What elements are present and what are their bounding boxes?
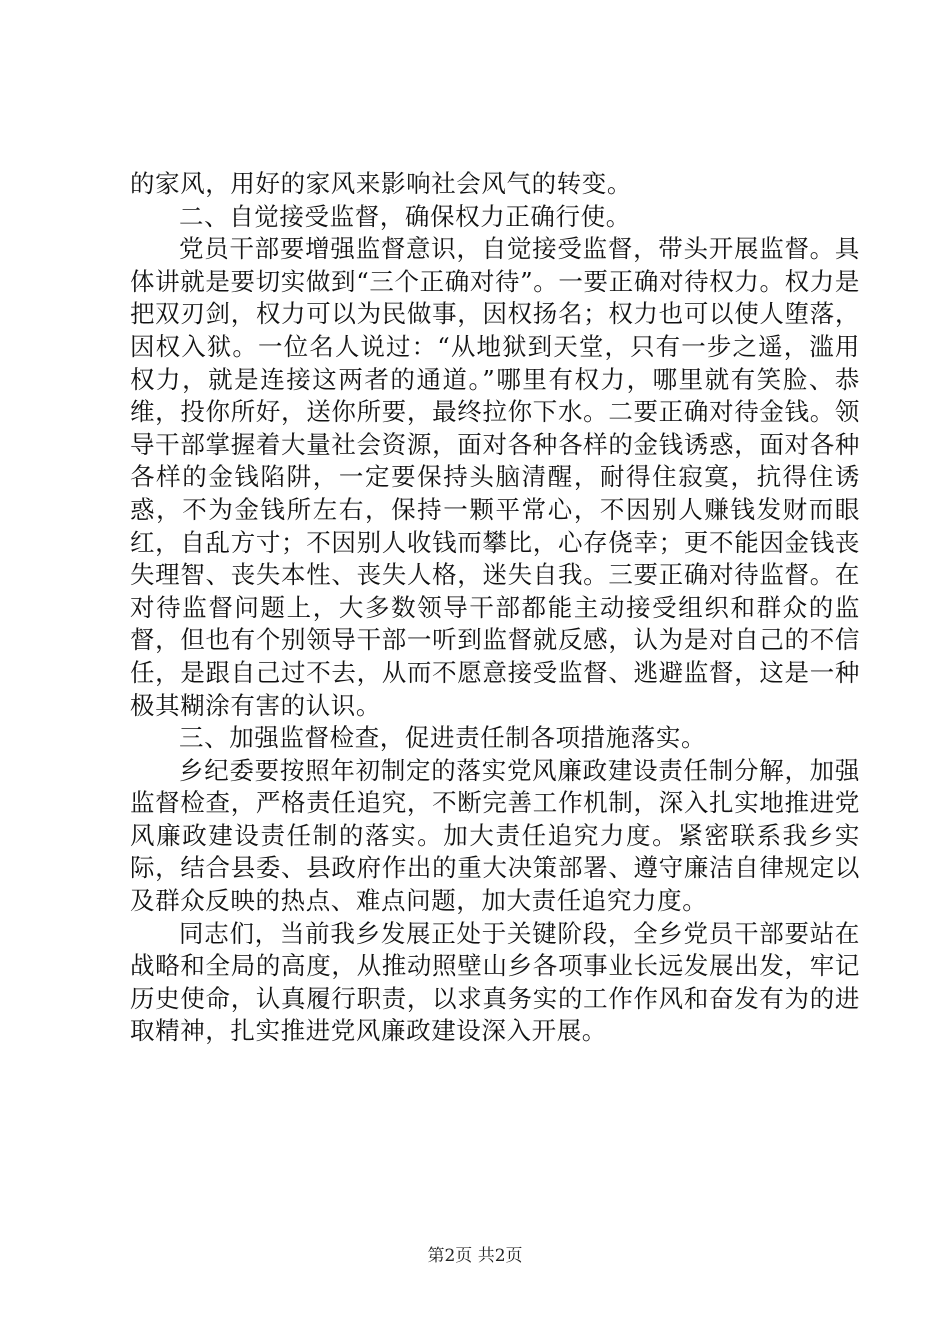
page-number: 第2页 共2页 bbox=[427, 1246, 523, 1266]
document-body bbox=[130, 168, 860, 1048]
section-heading-2: 二、自觉接受监督，确保权力正确行使。 bbox=[179, 201, 631, 231]
section-heading-3: 三、加强监督检查，促进责任制各项措施落实。 bbox=[179, 723, 707, 753]
paragraph-closing: 同志们，当前我乡发展正处于关键阶段，全乡党员干部要站在战略和全局的高度，从推动照壁山乡各项事业长远发展出发，牢记历史使命，认真履行职责，以求真务实的工作作风和奋发有为的进取精神，扎实推进党风廉政建设深入开展。 bbox=[130, 918, 860, 1046]
paragraph-supervision: 党员干部要增强监督意识，自觉接受监督，带头开展监督。具体讲就是要切实做到“三个正确对待”。一要正确对待权力。权力是把双刃剑，权力可以为民做事，因权扬名；权力也可以使人堕落，因权入狱。一位名人说过：“从地狱到天堂，只有一步之遥，滥用权力，就是连接这两者的通道。”哪里有权力，哪里就有笑脸、恭维，投你所好，送你所要，最终拉你下水。二要正确对待金钱。领导干部掌握着大量社会资源，面对各种各样的金钱诱惑，面对各种各样的金钱陷阱，一定要保持头脑清醒，耐得住寂寞，抗得住诱惑，不为金钱所左右，保持一颗平常心，不因别人赚钱发财而眼红，自乱方寸；不因别人收钱而攀比，心存侥幸；更不能因金钱丧失理智、丧失本性、丧失人格，迷失自我。三要正确对待监督。在对待监督问题上，大多数领导干部都能主动接受组织和群众的监督，但也有个别领导干部一听到监督就反感，认为是对自己的不信任，是跟自己过不去，从而不愿意接受监督、逃避监督，这是一种极其糊涂有害的认识。 bbox=[130, 234, 860, 720]
paragraph-continuation: 的家风，用好的家风来影响社会风气的转变。 bbox=[130, 169, 632, 198]
paragraph-inspection: 乡纪委要按照年初制定的落实党风廉政建设责任制分解，加强监督检查，严格责任追究，不断完善工作机制，深入扎实地推进党风廉政建设责任制的落实。加大责任追究力度。紧密联系我乡实际，结合县委、县政府作出的重大决策部署、遵守廉洁自律规定以及群众反映的热点、难点问题，加大责任追究力度。 bbox=[130, 755, 860, 916]
page-footer bbox=[0, 1245, 950, 1267]
